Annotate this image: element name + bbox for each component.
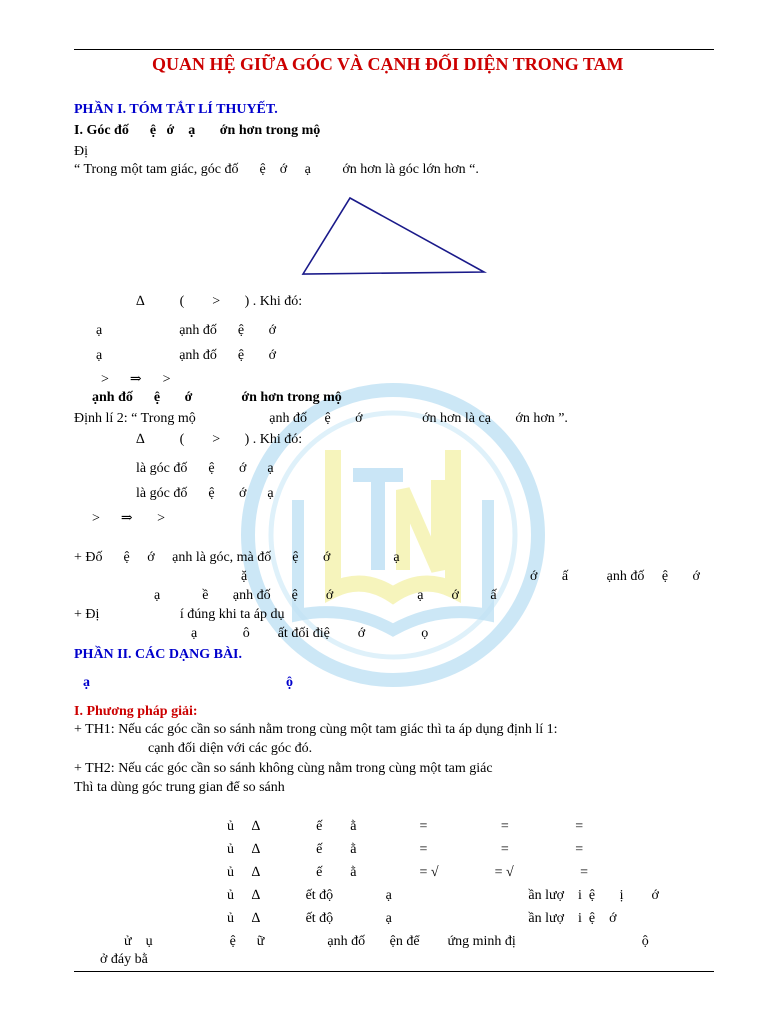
bottom-rule: [74, 971, 714, 972]
example-6: ử ụ ệ ữ ạnh đố ện để ứng minh đị ộ: [124, 934, 649, 949]
example-6-cont: ở đáy bằ: [100, 952, 148, 967]
angle-statement-2: ạ ạnh đố ệ ớ: [96, 348, 277, 363]
angle-statement-1: ạ ạnh đố ệ ớ: [96, 323, 277, 338]
example-3: ủ ∆ ế ằ = √ = √ =: [227, 865, 589, 880]
case-2-text: + TH2: Nếu các góc cần so sánh không cùng nằm trong cùng một tam giác: [74, 761, 493, 776]
example-1: ủ ∆ ế ằ = = =: [227, 819, 584, 834]
case-1-text-cont: cạnh đối diện với các góc đó.: [148, 741, 313, 756]
note-2-cont: ạ ô ất đối điệ ớ ọ: [191, 626, 429, 641]
theorem-1-text: “ Trong một tam giác, góc đố ệ ớ ạ ớn hơn là góc lớn hơn “.: [74, 162, 479, 177]
side-statement-1: là góc đố ệ ớ ạ: [136, 461, 274, 476]
implication-1: > ⇒ >: [101, 372, 171, 387]
triangle-figure: [298, 192, 498, 282]
note-1: + Đố ệ ớ ạnh là góc, mà đố ệ ớ ạ: [74, 550, 400, 565]
note-1-cont-b: ớ ấ ạnh đố ệ ớ: [530, 569, 700, 584]
part2-heading: PHẦN II. CÁC DẠNG BÀI.: [74, 647, 243, 662]
given-triangle-2: ∆ ( > ) . Khi đó:: [136, 432, 303, 447]
example-2: ủ ∆ ế ằ = = =: [227, 842, 584, 857]
method-heading: I. Phương pháp giải:: [74, 704, 198, 719]
example-4: ủ ∆ ết độ ạ ần lượ i ệ ị ớ: [227, 888, 659, 903]
example-5: ủ ∆ ết độ ạ ần lượ i ệ ớ: [227, 911, 617, 926]
theorem-1-label: Đị: [74, 144, 88, 159]
dang-bai-1-heading: ạ ộ: [83, 675, 293, 690]
theorem-2-text: Định lí 2: “ Trong mộ ạnh đố ệ ớ ớn hơn là cạ ớn hơn ”.: [74, 411, 568, 426]
case-2-text-cont: Thì ta dùng góc trung gian để so sánh: [74, 780, 285, 795]
given-triangle-1: ∆ ( > ) . Khi đó:: [136, 294, 303, 309]
note-1-cont-c: ạ ề ạnh đố ệ ớ ạ ớ ấ: [154, 588, 497, 603]
page-title: QUAN HỆ GIỮA GÓC VÀ CẠNH ĐỐI DIỆN TRONG TAM: [152, 54, 624, 74]
section-2-heading: ạnh đố ệ ớ ớn hơn trong mộ: [92, 390, 342, 405]
case-1-text: + TH1: Nếu các góc cần so sánh nằm trong cùng một tam giác thì ta áp dụng định lí 1:: [74, 722, 558, 737]
section-1-heading: I. Góc đố ệ ớ ạ ớn hơn trong mộ: [74, 123, 321, 138]
implication-2: > ⇒ >: [92, 511, 166, 526]
part1-heading: PHẦN I. TÓM TẮT LÍ THUYẾT.: [74, 102, 278, 117]
note-1-cont-a: ặ: [241, 569, 248, 584]
top-rule: [74, 49, 714, 50]
side-statement-2: là góc đố ệ ớ ạ: [136, 486, 274, 501]
note-2: + Đị í đúng khi ta áp dụ: [74, 607, 285, 622]
